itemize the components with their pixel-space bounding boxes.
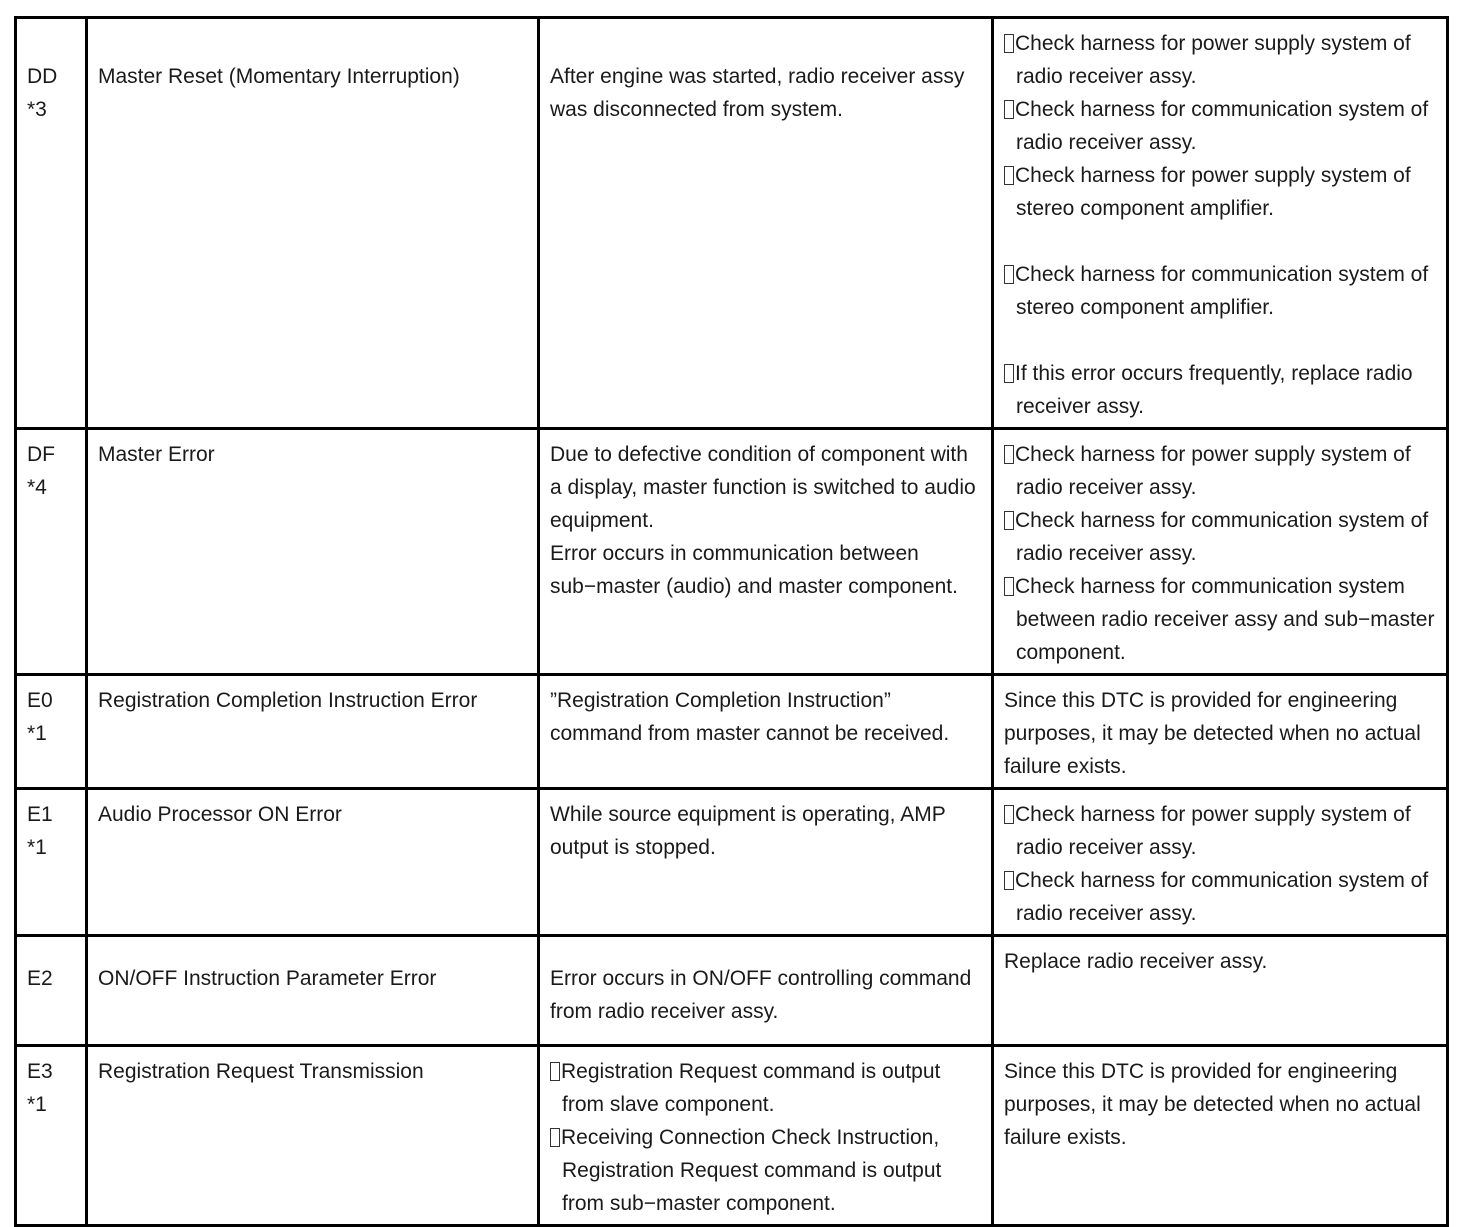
trouble-condition-cell — [539, 675, 993, 789]
dtc-note: *3 — [27, 98, 47, 121]
table-row — [16, 1046, 1448, 1226]
dtc-code-cell — [16, 675, 87, 789]
trouble-area-text: Replace radio receiver assy. — [1004, 950, 1268, 973]
detection-item: Master Error — [98, 443, 215, 466]
trouble-condition: Error occurs in ON/OFF controlling command from radio receiver assy. — [550, 967, 972, 1023]
detection-item-cell — [87, 18, 539, 429]
checkbox-icon — [1004, 445, 1014, 464]
checkbox-icon — [1004, 100, 1014, 119]
trouble-area-cell — [993, 675, 1448, 789]
detection-item: Audio Processor ON Error — [98, 803, 342, 826]
dtc-table — [14, 16, 1449, 1227]
checkbox-icon — [1004, 265, 1014, 284]
trouble-area-item: Check harness for communication system of radio receiver assy. — [1004, 93, 1436, 159]
trouble-condition-item: Receiving Connection Check Instruction, Registration Request command is output from sub−master component. — [550, 1121, 981, 1220]
dtc-code: DF — [27, 443, 55, 466]
trouble-area-item: Check harness for power supply system of radio receiver assy. — [1004, 27, 1436, 93]
checkbox-icon — [1004, 166, 1014, 185]
trouble-area-item: Check harness for power supply system of stereo component amplifier. — [1004, 159, 1436, 225]
trouble-condition-cell — [539, 1046, 993, 1226]
trouble-condition-item: Registration Request command is output from slave component. — [550, 1055, 981, 1121]
detection-item-cell — [87, 936, 539, 1046]
trouble-area-item: Check harness for communication system of radio receiver assy. — [1004, 864, 1436, 930]
dtc-code-cell — [16, 789, 87, 936]
dtc-code-cell — [16, 18, 87, 429]
dtc-code: E3 — [27, 1060, 53, 1083]
dtc-note: *1 — [27, 722, 47, 745]
detection-item: Master Reset (Momentary Interruption) — [98, 65, 460, 88]
detection-item: ON/OFF Instruction Parameter Error — [98, 967, 437, 990]
trouble-area-item: Check harness for communication system of stereo component amplifier. — [1004, 258, 1436, 324]
dtc-code: E2 — [27, 967, 53, 990]
trouble-area-text: Since this DTC is provided for engineering purposes, it may be detected when no actual failure exists. — [1004, 1060, 1421, 1149]
trouble-area-text: Since this DTC is provided for engineering purposes, it may be detected when no actual failure exists. — [1004, 689, 1421, 778]
dtc-code-cell — [16, 1046, 87, 1226]
trouble-area-item: Check harness for power supply system of radio receiver assy. — [1004, 438, 1436, 504]
checkbox-icon — [1004, 511, 1014, 530]
checkbox-icon — [1004, 364, 1014, 383]
dtc-code-cell — [16, 429, 87, 675]
checkbox-icon — [1004, 871, 1014, 890]
trouble-area-item: If this error occurs frequently, replace radio receiver assy. — [1004, 357, 1436, 423]
trouble-condition-cell — [539, 936, 993, 1046]
checkbox-icon — [1004, 577, 1014, 596]
detection-item-cell — [87, 1046, 539, 1226]
table-row — [16, 429, 1448, 675]
trouble-condition: After engine was started, radio receiver assy was disconnected from system. — [550, 65, 965, 121]
checkbox-icon — [550, 1062, 560, 1081]
detection-item: Registration Request Transmission — [98, 1060, 424, 1083]
checkbox-icon — [550, 1128, 560, 1147]
checkbox-icon — [1004, 805, 1014, 824]
detection-item: Registration Completion Instruction Error — [98, 689, 478, 712]
trouble-area-item: Check harness for power supply system of radio receiver assy. — [1004, 798, 1436, 864]
checkbox-icon — [1004, 34, 1014, 53]
trouble-condition: ”Registration Completion Instruction” command from master cannot be received. — [550, 689, 950, 745]
trouble-condition: While source equipment is operating, AMP output is stopped. — [550, 803, 946, 859]
trouble-condition-cell — [539, 429, 993, 675]
table-row — [16, 789, 1448, 936]
detection-item-cell — [87, 789, 539, 936]
trouble-area-item: Check harness for communication system of radio receiver assy. — [1004, 504, 1436, 570]
dtc-note: *4 — [27, 476, 47, 499]
dtc-note: *1 — [27, 1093, 47, 1116]
dtc-note: *1 — [27, 836, 47, 859]
table-row — [16, 936, 1448, 1046]
trouble-area-cell — [993, 789, 1448, 936]
trouble-area-cell — [993, 936, 1448, 1046]
detection-item-cell — [87, 675, 539, 789]
trouble-area-cell — [993, 1046, 1448, 1226]
trouble-area-cell — [993, 429, 1448, 675]
trouble-area-cell — [993, 18, 1448, 429]
dtc-code: E0 — [27, 689, 53, 712]
trouble-condition-cell — [539, 18, 993, 429]
trouble-area-item: Check harness for communication system between radio receiver assy and sub−master component. — [1004, 570, 1436, 669]
dtc-code: DD — [27, 65, 58, 88]
trouble-condition-cell — [539, 789, 993, 936]
dtc-code-cell — [16, 936, 87, 1046]
trouble-condition: Due to defective condition of component with a display, master function is switched to audio equipment. — [550, 443, 976, 532]
table-row — [16, 675, 1448, 789]
dtc-code: E1 — [27, 803, 53, 826]
trouble-condition: Error occurs in communication between sub−master (audio) and master component. — [550, 542, 958, 598]
table-row — [16, 18, 1448, 429]
detection-item-cell — [87, 429, 539, 675]
